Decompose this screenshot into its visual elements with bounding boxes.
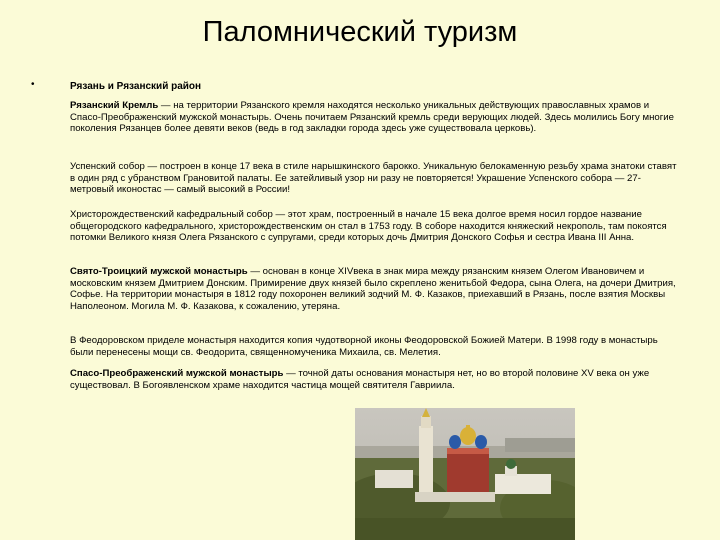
paragraph-ryazan-kremlin: [70, 100, 682, 135]
paragraph-christmas-cathedral: [70, 209, 682, 244]
paragraph-feodorovsky-chapel: [70, 335, 682, 358]
section-heading: Рязань и Рязанский район: [70, 81, 202, 92]
bullet-marker: •: [31, 79, 35, 90]
paragraph-lead: Свято-Троицкий мужской монастырь: [70, 266, 248, 277]
paragraph-uspensky-cathedral: [70, 161, 682, 196]
paragraph-spaso-preobrazhensky: [70, 368, 682, 391]
paragraph-text: — точной даты основания монастыря нет, но во второй половине XV века он уже существовал. В Богоявленском храме находится частица мощей святителя Гавриила.: [70, 368, 650, 391]
paragraph-trinity-monastery: [70, 266, 682, 312]
paragraph-text: Успенский собор — построен в конце 17 века в стиле нарышкинского барокко. Уникальную белокаменную резьбу храма знатоки ставят в один ряд с убранством Грановитой палаты. Ее затейливый узор ни разу не повторяется! Украшение Успенского собора — 27-метровый иконостас — самый высокий в России!: [70, 161, 677, 196]
kremlin-photo-illustration: [355, 408, 575, 540]
slide-title: Паломнический туризм: [202, 16, 518, 48]
paragraph-lead: Рязанский Кремль: [70, 100, 159, 111]
paragraph-text: Христорождественский кафедральный собор — этот храм, построенный в начале 15 века долгое время носил гордое название общегородского кафедрального, христорождественским он стал в 1753 году. В соборе находится княжеский некрополь, там покоятся потомки Великого князя Олега Рязанского с супругами, среди которых дочь Дмитрия Донского Софья и сестра Ивана III Анна.: [70, 209, 667, 244]
paragraph-text: В Феодоровском приделе монастыря находится копия чудотворной иконы Феодоровской Божией Матери. В 1998 году в монастырь были перенесены мощи св. Феодорита, священномученика Михаила, св. Мелетия.: [70, 335, 658, 358]
paragraph-text: — на территории Рязанского кремля находятся несколько уникальных действующих православных храмов и Спасо-Преображенский мужской монастырь. Очень почитаем Рязанский кремль среди верующих людей. Здесь молились Богу многие поколения Рязанцев более девяти веков (ведь в год закладки города здесь уже существовала церковь).: [70, 100, 674, 135]
paragraph-text: — основан в конце XIVвека в знак мира между рязанским князем Олегом Ивановичем и московским князем Дмитрием Донским. Примирение двух князей было скреплено женитьбой Федора, сына Олега, на дочери Дмитрия, Софье. На территории монастыря в 1812 году похоронен великий зодчий М. Ф. Казаков, приехавший в Рязань, после взятия Москвы Наполеоном. Могила М. Ф. Казакова, к сожалению, утеряна.: [70, 266, 676, 312]
kremlin-photo: [355, 408, 575, 540]
paragraph-lead: Спасо-Преображенский мужской монастырь: [70, 368, 284, 379]
